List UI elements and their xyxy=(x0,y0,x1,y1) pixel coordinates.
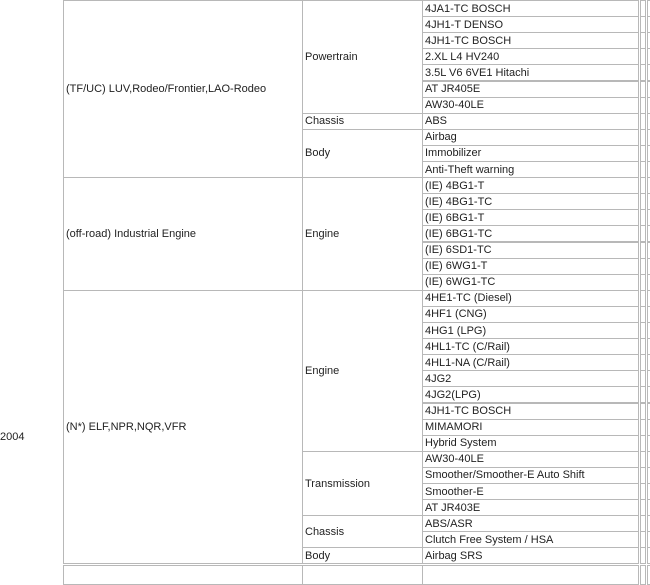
system-item: Airbag SRS xyxy=(425,549,483,562)
category-name: Transmission xyxy=(305,477,370,490)
status-cell xyxy=(640,354,646,371)
status-cell xyxy=(640,145,646,162)
system-item: Clutch Free System / HSA xyxy=(425,533,554,546)
status-cell xyxy=(640,499,646,516)
system-item: Smoother-E xyxy=(425,485,484,498)
system-item: Airbag xyxy=(425,131,457,144)
status-cell xyxy=(640,16,646,33)
model-name: (off-road) Industrial Engine xyxy=(66,227,197,240)
system-item: MIMAMORI xyxy=(425,421,483,434)
system-item: ABS/ASR xyxy=(425,517,473,530)
system-item: 3.5L V6 6VE1 Hitachi xyxy=(425,66,530,79)
system-item: 4HE1-TC (Diesel) xyxy=(425,292,512,305)
system-item: 4JG2 xyxy=(425,372,452,385)
system-item: (IE) 4BG1-T xyxy=(425,179,485,192)
category-name: Body xyxy=(305,147,331,160)
status-cell xyxy=(640,193,646,210)
category-name: Powertrain xyxy=(305,50,358,63)
status-cell xyxy=(640,81,646,98)
status-cell xyxy=(640,386,646,403)
system-item: Smoother/Smoother-E Auto Shift xyxy=(425,469,585,482)
status-cell xyxy=(640,0,646,17)
system-item: Immobilizer xyxy=(425,147,482,160)
category-name: Chassis xyxy=(305,525,345,538)
year-label: 2004 xyxy=(0,431,25,443)
status-cell xyxy=(640,306,646,323)
status-cell xyxy=(640,97,646,114)
category-name: Engine xyxy=(305,364,340,377)
system-item: AT JR403E xyxy=(425,501,481,514)
system-item: 4JG2(LPG) xyxy=(425,388,481,401)
status-cell xyxy=(640,451,646,468)
status-cell xyxy=(640,547,646,564)
status-cell xyxy=(640,419,646,436)
status-cell xyxy=(640,338,646,355)
system-item: 4JH1-TC BOSCH xyxy=(425,34,512,47)
system-item: (IE) 6BG1-TC xyxy=(425,227,493,240)
system-item: 4HL1-TC (C/Rail) xyxy=(425,340,510,353)
status-cell xyxy=(640,113,646,130)
system-item: 4HF1 (CNG) xyxy=(425,308,487,321)
status-cell xyxy=(640,515,646,532)
status-cell xyxy=(640,209,646,226)
next-model-cell xyxy=(63,565,303,585)
status-cell xyxy=(640,403,646,420)
status-cell xyxy=(640,225,646,242)
system-item: (IE) 6WG1-TC xyxy=(425,276,496,289)
status-cell xyxy=(640,290,646,307)
item-cell xyxy=(422,370,639,387)
status-cell xyxy=(640,467,646,484)
category-name: Engine xyxy=(305,227,340,240)
item-cell xyxy=(422,113,639,130)
status-cell xyxy=(640,32,646,49)
system-item: 4HL1-NA (C/Rail) xyxy=(425,356,510,369)
status-cell xyxy=(640,161,646,178)
status-cell xyxy=(640,565,646,585)
model-name: (N*) ELF,NPR,NQR,VFR xyxy=(66,421,187,434)
status-cell xyxy=(640,64,646,81)
next-category-cell xyxy=(302,565,423,585)
category-name: Body xyxy=(305,549,331,562)
system-item: 4HG1 (LPG) xyxy=(425,324,487,337)
status-cell xyxy=(640,48,646,65)
status-cell xyxy=(640,435,646,452)
category-name: Chassis xyxy=(305,115,345,128)
status-cell xyxy=(640,370,646,387)
system-item: ABS xyxy=(425,115,448,128)
status-cell xyxy=(640,322,646,339)
system-item: 4JA1-TC BOSCH xyxy=(425,2,511,15)
system-item: (IE) 6WG1-T xyxy=(425,260,488,273)
system-item: (IE) 4BG1-TC xyxy=(425,195,493,208)
status-cell xyxy=(640,258,646,275)
system-item: 4JH1-T DENSO xyxy=(425,18,504,31)
status-cell xyxy=(640,483,646,500)
system-item: AW30-40LE xyxy=(425,453,484,466)
system-item: (IE) 6SD1-TC xyxy=(425,244,492,257)
system-item: AW30-40LE xyxy=(425,99,484,112)
system-item: AT JR405E xyxy=(425,83,481,96)
system-item: Hybrid System xyxy=(425,437,497,450)
status-cell xyxy=(640,242,646,259)
system-item: 2.XL L4 HV240 xyxy=(425,50,500,63)
status-cell xyxy=(640,274,646,291)
next-item-cell xyxy=(422,565,639,585)
system-item: (IE) 6BG1-T xyxy=(425,211,485,224)
model-name: (TF/UC) LUV,Rodeo/Frontier,LAO-Rodeo xyxy=(66,83,267,96)
system-item: Anti-Theft warning xyxy=(425,163,515,176)
status-cell xyxy=(640,177,646,194)
system-item: 4JH1-TC BOSCH xyxy=(425,405,512,418)
status-cell xyxy=(640,531,646,548)
status-cell xyxy=(640,129,646,146)
